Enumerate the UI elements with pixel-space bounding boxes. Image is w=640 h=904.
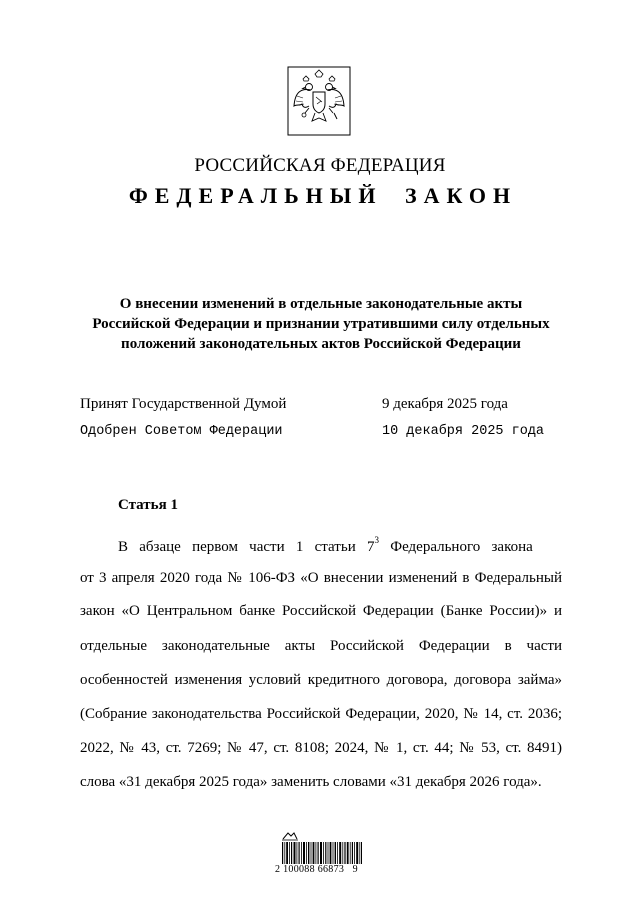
adoption-date: 9 декабря 2025 года [382, 396, 508, 412]
article-text-fragment: Федерального закона [378, 539, 533, 555]
coat-of-arms-icon [287, 66, 351, 136]
article-text-line: 2022, № 43, ст. 7269; № 47, ст. 8108; 2024, № 1, ст. 44; № 53, ст. 8491) [80, 740, 562, 756]
barcode-logo-icon [281, 831, 299, 841]
article-heading: Статья 1 [118, 497, 178, 513]
article-text-line: отдельные законодательные акты Российской Федерации в части [80, 638, 562, 654]
law-title-line: положений законодательных актов Российской Федерации [121, 336, 521, 352]
article-text-line: особенностей изменения условий кредитного договора, договора займа» [80, 672, 562, 688]
article-text-line [118, 537, 562, 557]
article-text-fragment: В абзаце первом части 1 статьи 7 [118, 539, 375, 555]
adoption-council [80, 424, 560, 444]
barcode-number: 2 100088 66873 9 [275, 864, 358, 875]
law-title-line: О внесении изменений в отдельные законодательные акты [119, 296, 523, 312]
barcode-icon [282, 842, 362, 864]
country-name: РОССИЙСКАЯ ФЕДЕРАЦИЯ [194, 155, 446, 176]
law-title [80, 294, 562, 354]
article-text-line: слова «31 декабря 2025 года» заменить словами «31 декабря 2026 года». [80, 774, 542, 790]
document-type: ФЕДЕРАЛЬНЫЙ ЗАКОН [128, 183, 518, 208]
article-text-line: (Собрание законодательства Российской Федерации, 2020, № 14, ст. 2036; [80, 706, 562, 722]
adoption-label: Принят Государственной Думой [80, 396, 287, 412]
article-text-line: закон «О Центральном банке Российской Федерации (Банке России)» и [80, 603, 562, 619]
law-title-line: Российской Федерации и признании утратившими силу отдельных [92, 316, 550, 332]
adoption-date: 10 декабря 2025 года [382, 424, 545, 439]
article-text-line: от 3 апреля 2020 года № 106-ФЗ «О внесении изменений в Федеральный [80, 570, 562, 586]
adoption-duma [80, 396, 560, 416]
superscript: 3 [374, 535, 379, 545]
adoption-label: Одобрен Советом Федерации [80, 424, 283, 439]
